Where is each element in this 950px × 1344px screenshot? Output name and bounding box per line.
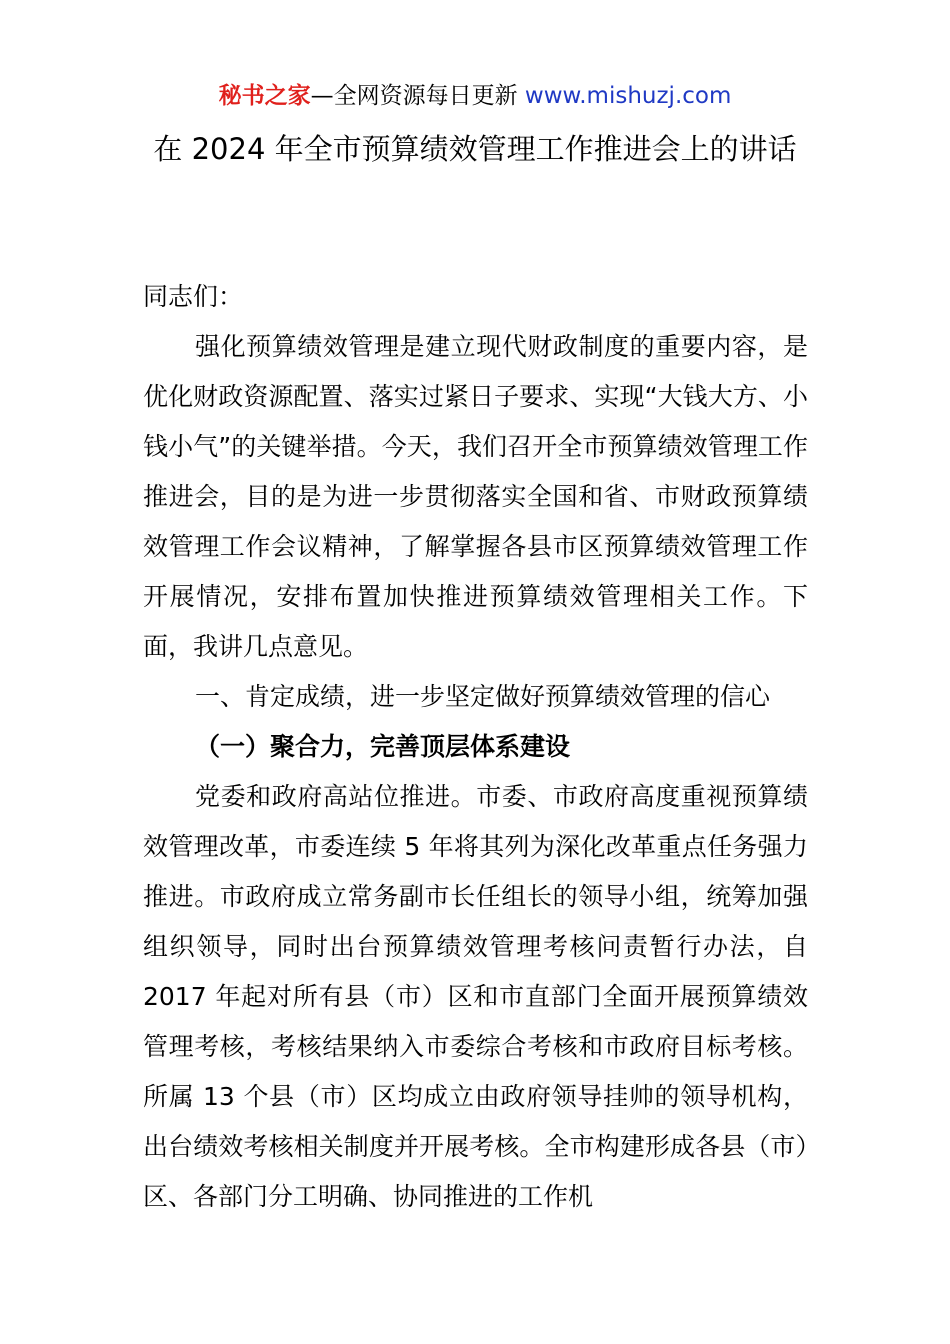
subsection-heading: （一）聚合力，完善顶层体系建设 [195,732,571,761]
salutation: 同志们： [143,282,244,311]
site-header [0,80,950,112]
document-title: 在 2024 年全市预算绩效管理工作推进会上的讲话 [153,132,797,166]
site-url-link[interactable]: www.mishuzj.com [524,83,732,109]
intro-paragraph: 强化预算绩效管理是建立现代财政制度的重要内容，是优化财政资源配置、落实过紧日子要求、实现“大钱大方、小钱小气”的关键举措。今天，我们召开全市预算绩效管理工作推进会，目的是为进一步贯彻落实全国和省、市财政预算绩效管理工作会议精神，了解掌握各县市区预算绩效管理工作开展情况，安排布置加快推进预算绩效管理相关工作。下面，我讲几点意见。 [143,332,808,661]
document-body [143,272,808,1222]
site-brand: 秘书之家 [218,83,311,109]
subsection-paragraph: 党委和政府高站位推进。市委、市政府高度重视预算绩效管理改革，市委连续 5 年将其列为深化改革重点任务强力推进。市政府成立常务副市长任组长的领导小组，统筹加强组织领导，同时出台预算绩效管理考核问责暂行办法，自 2017 年起对所有县（市）区和市直部门全面开展预算绩效管理考核，考核结果纳入市委综合考核和市政府目标考核。所属 13 个县（市）区均成立由政府领导挂帅的领导机构，出台绩效考核相关制度并开展考核。全市构建形成各县（市）区、各部门分工明确、协同推进的工作机 [143,782,808,1211]
section-heading: 一、肯定成绩，进一步坚定做好预算绩效管理的信心 [195,682,771,711]
site-tagline: —全网资源每日更新 [310,83,525,109]
